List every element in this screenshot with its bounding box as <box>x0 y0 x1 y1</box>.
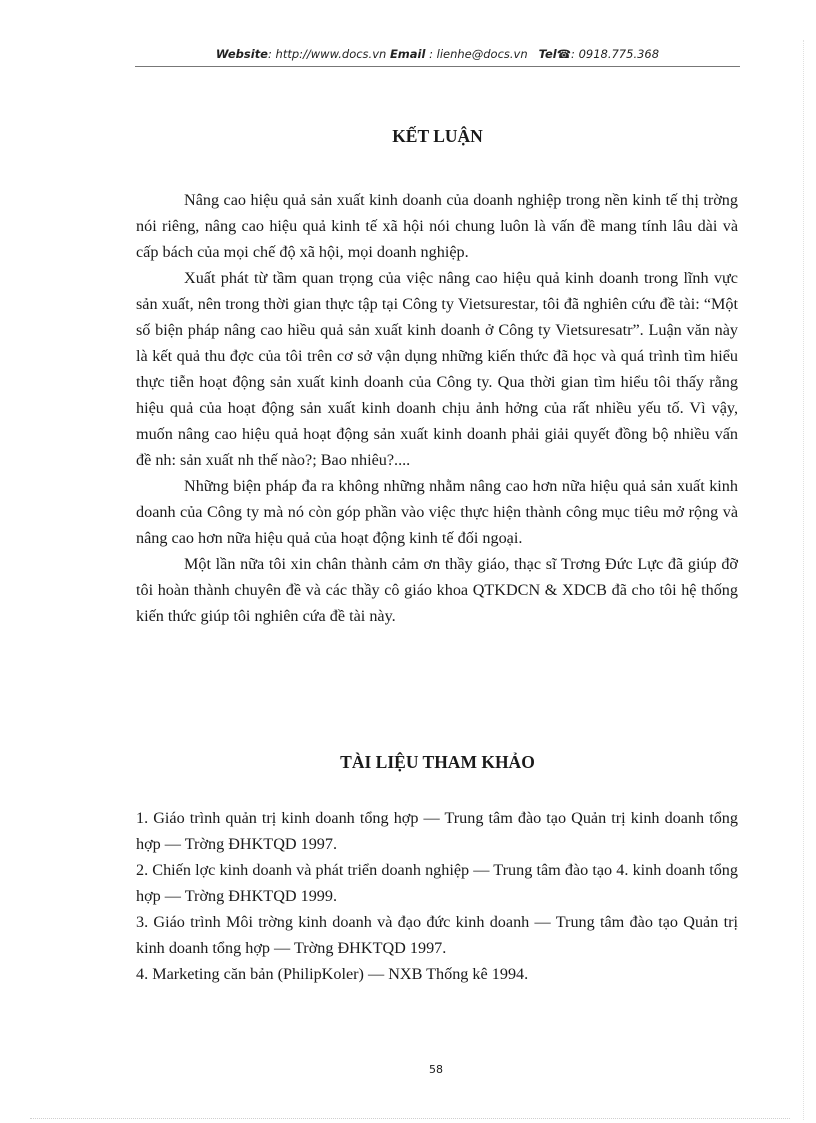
website-label: Website <box>215 47 268 61</box>
page-header <box>135 47 740 61</box>
page-right-border <box>803 40 804 1120</box>
page-number: 58 <box>429 1063 443 1076</box>
references-title: TÀI LIỆU THAM KHẢO <box>340 752 535 772</box>
reference-item: 1. Giáo trình quản trị kinh doanh tổng hợp — Trung tâm đào tạo Quản trị kinh doanh tổng hợp — Trờng ĐHKTQD 1997. <box>136 809 738 853</box>
reference-item: 4. Marketing căn bản (PhilipKoler) — NXB Thống kê 1994. <box>136 965 529 983</box>
email-label: Email <box>389 47 426 61</box>
tel-label: Tel <box>538 47 557 61</box>
conclusion-paragraph: Xuất phát từ tầm quan trọng của việc nâng cao hiệu quả kinh doanh trong lĩnh vực sản xuất, nên trong thời gian thực tập tại Công ty Vietsurestar, tôi đã nghiên cứu đề tài: “Một số biện pháp nâng cao hiều quả sản xuất kinh doanh ở Công ty Vietsuresatr”. Luận văn này là kết quả thu đợc của tôi trên cơ sở vận dụng những kiến thức đã học và quá trình tìm hiểu thực tiễn hoạt động sản xuất kinh doanh của Công ty. Qua thời gian tìm hiểu tôi thấy rằng hiệu quả của hoạt động sản xuất kinh doanh chịu ảnh hởng của rất nhiều yếu tố. Vì vậy, muốn nâng cao hiệu quả hoạt động sản xuất kinh doanh phải giải quyết đồng bộ nhiều vấn đề nh: sản xuất nh thế nào?; Bao nhiêu?.... <box>136 269 738 469</box>
conclusion-body <box>136 187 738 629</box>
tel-value: ☎: 0918.775.368 <box>556 47 660 61</box>
reference-item: 3. Giáo trình Môi trờng kinh doanh và đạo đức kinh doanh — Trung tâm đào tạo Quản trị kinh doanh tổng hợp — Trờng ĐHKTQD 1997. <box>136 913 738 957</box>
email-value: : lienhe@docs.vn <box>425 47 528 61</box>
conclusion-title: KẾT LUẬN <box>392 126 483 146</box>
references-list <box>136 805 738 987</box>
page-bottom-border <box>30 1118 790 1119</box>
conclusion-paragraph: Những biện pháp đa ra không những nhằm nâng cao hơn nữa hiệu quả sản xuất kinh doanh của Công ty mà nó còn góp phần vào việc thực hiện thành công mục tiêu mở rộng và nâng cao hơn nữa hiệu quả của hoạt động kinh tế đối ngoại. <box>136 477 738 547</box>
header-divider <box>135 66 740 67</box>
website-value: : http://www.docs.vn <box>268 47 387 61</box>
conclusion-paragraph: Một lần nữa tôi xin chân thành cảm ơn thầy giáo, thạc sĩ Trơng Đức Lực đã giúp đỡ tôi hoàn thành chuyên đề và các thầy cô giáo khoa QTKDCN & XDCB đã cho tôi hệ thống kiến thức giúp tôi nghiên cứa đề tài này. <box>136 555 738 625</box>
reference-item: 2. Chiến lợc kinh doanh và phát triển doanh nghiệp — Trung tâm đào tạo 4. kinh doanh tổng hợp — Trờng ĐHKTQD 1999. <box>136 861 738 905</box>
conclusion-paragraph: Nâng cao hiệu quả sản xuất kinh doanh của doanh nghiệp trong nền kinh tế thị trờng nói riêng, nâng cao hiệu quả kinh tế xã hội nói chung luôn là vấn đề mang tính lâu dài và cấp bách của mọi chế độ xã hội, mọi doanh nghiệp. <box>136 191 738 261</box>
